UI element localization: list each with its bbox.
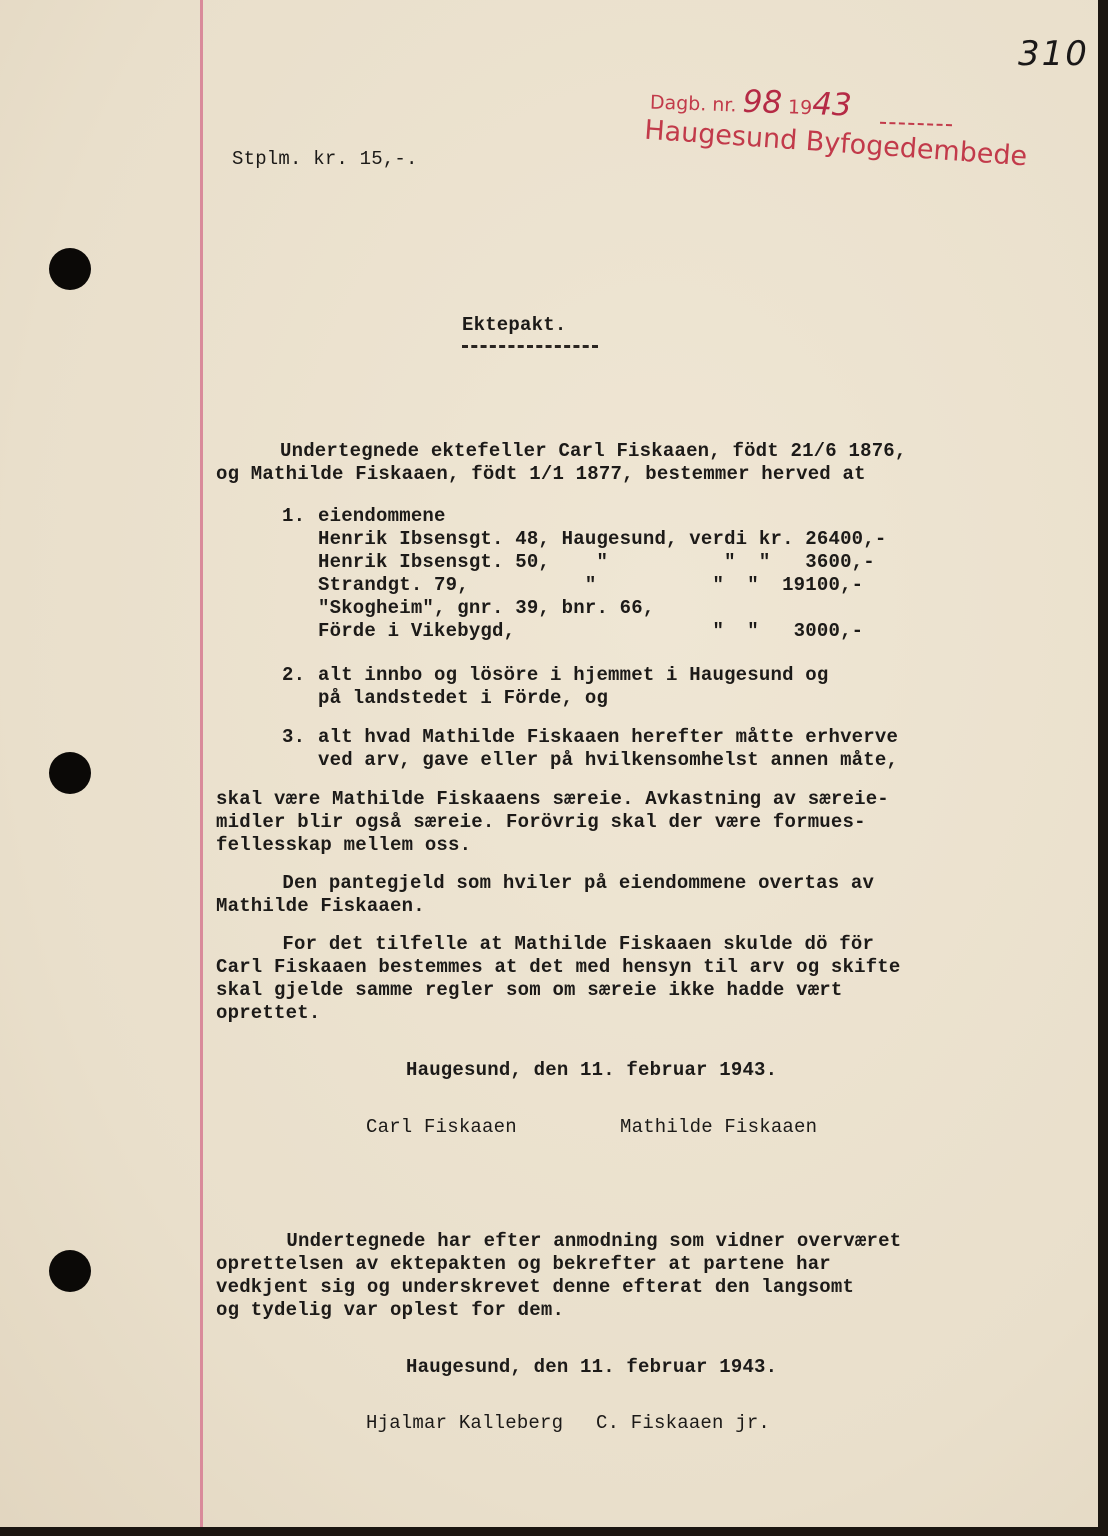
stamp-year-prefix: 19: [787, 96, 813, 120]
witness-fiskaaen-jr: C. Fiskaaen jr.: [596, 1412, 771, 1434]
paragraph-line: For det tilfelle at Mathilde Fiskaaen skulde dö för: [236, 933, 875, 955]
paragraph-line: midler blir også særeie. Forövrig skal der være formues-: [216, 811, 866, 833]
item-line: Henrik Ibsensgt. 50, " " " 3600,-: [318, 551, 875, 573]
paragraph-line: skal være Mathilde Fiskaaens særeie. Avkastning av særeie-: [216, 788, 889, 810]
intro-line: Undertegnede ektefeller Carl Fiskaaen, födt 21/6 1876,: [280, 440, 907, 462]
paragraph-line: Carl Fiskaaen bestemmes at det med hensyn til arv og skifte: [216, 956, 901, 978]
paragraph-line: oprettet.: [216, 1002, 321, 1024]
date-line: Haugesund, den 11. februar 1943.: [406, 1059, 778, 1081]
page-number: 310: [1018, 34, 1089, 74]
item-number: 1.: [282, 505, 306, 527]
item-line: på landstedet i Förde, og: [318, 687, 609, 709]
paragraph-line: fellesskap mellem oss.: [216, 834, 472, 856]
fee-line: Stplm. kr. 15,-.: [232, 148, 418, 170]
item-line: Förde i Vikebygd, " " 3000,-: [318, 620, 864, 642]
stamp-year-suffix: 43: [811, 86, 853, 124]
margin-line: [200, 0, 203, 1527]
witness-kalleberg: Hjalmar Kalleberg: [366, 1412, 564, 1434]
stamp-rule: [880, 122, 952, 127]
item-line: alt hvad Mathilde Fiskaaen herefter måtte erhverve: [318, 726, 899, 748]
signature-carl: Carl Fiskaaen: [366, 1116, 517, 1138]
date-line: Haugesund, den 11. februar 1943.: [406, 1356, 778, 1378]
paragraph-line: Undertegnede har efter anmodning som vidner overværet: [240, 1230, 902, 1252]
item-line: alt innbo og lösöre i hjemmet i Haugesund og: [318, 664, 829, 686]
punch-hole: [49, 752, 91, 794]
item-line: ved arv, gave eller på hvilkensomhelst annen måte,: [318, 749, 899, 771]
stamp-office: Haugesund Byfogedembede: [643, 114, 1029, 173]
item-line: "Skogheim", gnr. 39, bnr. 66,: [318, 597, 655, 619]
item-line: Henrik Ibsensgt. 48, Haugesund, verdi kr. 26400,-: [318, 528, 887, 550]
punch-hole: [49, 1250, 91, 1292]
signature-mathilde: Mathilde Fiskaaen: [620, 1116, 818, 1138]
paragraph-line: skal gjelde samme regler som om særeie ikke hadde vært: [216, 979, 843, 1001]
paragraph-line: vedkjent sig og underskrevet denne efterat den langsomt: [216, 1276, 855, 1298]
item-number: 3.: [282, 726, 306, 748]
punch-hole: [49, 248, 91, 290]
title-underline: [462, 345, 598, 348]
stamp-number: 98: [742, 83, 783, 122]
document-title: Ektepakt.: [462, 314, 567, 336]
item-line: eiendommene: [318, 505, 446, 527]
paragraph-line: og tydelig var oplest for dem.: [216, 1299, 565, 1321]
item-number: 2.: [282, 664, 306, 686]
paragraph-line: Den pantegjeld som hviler på eiendommene overtas av: [236, 872, 875, 894]
item-line: Strandgt. 79, " " " 19100,-: [318, 574, 864, 596]
intro-line: og Mathilde Fiskaaen, födt 1/1 1877, bestemmer herved at: [216, 463, 866, 485]
paragraph-line: Mathilde Fiskaaen.: [216, 895, 425, 917]
paragraph-line: oprettelsen av ektepakten og bekrefter at partene har: [216, 1253, 831, 1275]
stamp-label: Dagb. nr.: [649, 91, 737, 117]
